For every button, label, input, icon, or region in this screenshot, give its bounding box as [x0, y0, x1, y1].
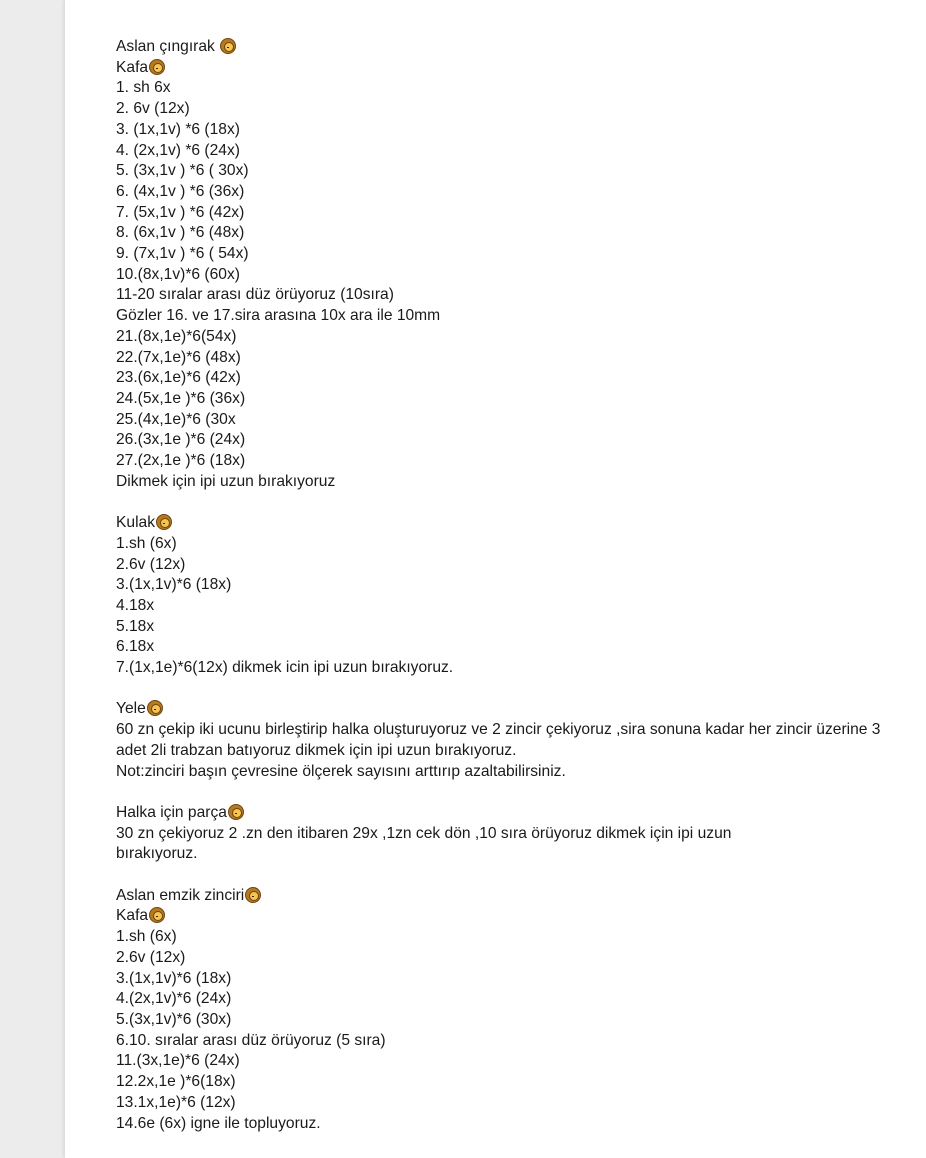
paragraph-halka: 30 zn çekiyoruz 2 .zn den itibaren 29x ,1zn cek dön ,10 sıra örüyoruz dikmek için ipi uzun bırakıyoruz.: [116, 824, 732, 863]
pattern-row: 24.(5x,1e )*6 (36x): [116, 389, 246, 407]
pattern-row: 27.(2x,1e )*6 (18x): [116, 452, 246, 470]
lion-face-icon: [220, 38, 236, 54]
pattern-row: Dikmek için ipi uzun bırakıyoruz: [116, 472, 336, 490]
pattern-row: 11-20 sıralar arası düz örüyoruz (10sıra): [116, 286, 394, 304]
pattern-row: 3.(1x,1v)*6 (18x): [116, 576, 232, 594]
pattern-row: 5.(3x,1v)*6 (30x): [116, 1010, 232, 1028]
document-page: [65, 0, 926, 1158]
pattern-row: 12.2x,1e )*6(18x): [116, 1073, 236, 1091]
pattern-row: 25.(4x,1e)*6 (30x: [116, 410, 236, 428]
pattern-row: 8. (6x,1v ) *6 (48x): [116, 224, 245, 242]
section-title-emzik: Aslan emzik zinciri: [116, 886, 896, 907]
section-title-kulak: Kulak: [116, 513, 896, 534]
pattern-row: 13.1x,1e)*6 (12x): [116, 1093, 236, 1111]
head-label-cingirak: Kafa: [116, 58, 896, 79]
section-title-cingirak: Aslan çıngırak: [116, 37, 896, 58]
pattern-row: 6.10. sıralar arası düz örüyoruz (5 sıra): [116, 1031, 386, 1049]
pattern-row: 1.sh (6x): [116, 928, 177, 946]
spacer: [116, 492, 896, 513]
spacer: [116, 865, 896, 886]
pattern-row: 9. (7x,1v ) *6 ( 54x): [116, 245, 249, 263]
head-label-emzik: Kafa: [116, 906, 896, 927]
spacer: [116, 782, 896, 803]
document-content: [116, 37, 896, 1134]
pattern-row: 2.6v (12x): [116, 948, 186, 966]
pattern-row: 3. (1x,1v) *6 (18x): [116, 120, 240, 138]
section-title-yele: Yele: [116, 699, 896, 720]
pattern-row: 3.(1x,1v)*6 (18x): [116, 969, 232, 987]
pattern-row: 21.(8x,1e)*6(54x): [116, 327, 237, 345]
pattern-row: 14.6e (6x) igne ile topluyoruz.: [116, 1114, 321, 1132]
paragraph-yele: 60 zn çekip iki ucunu birleştirip halka oluşturuyoruz ve 2 zincir çekiyoruz ,sira sonuna kadar her zincir üzerine 3 adet 2li trabzan batıyoruz dikmek için ipi uzun bırakıyoruz.: [116, 721, 881, 759]
pattern-row: 5.18x: [116, 617, 155, 635]
section-title-halka: Halka için parça: [116, 803, 896, 824]
pattern-row: 26.(3x,1e )*6 (24x): [116, 431, 246, 449]
pattern-row: 2.6v (12x): [116, 555, 186, 573]
pattern-row: Gözler 16. ve 17.sira arasına 10x ara ile 10mm: [116, 307, 441, 325]
lion-face-icon: [156, 514, 172, 530]
pattern-row: 4.18x: [116, 596, 155, 614]
pattern-row: 7.(1x,1e)*6(12x) dikmek icin ipi uzun bırakıyoruz.: [116, 659, 454, 677]
pattern-row: 7. (5x,1v ) *6 (42x): [116, 203, 245, 221]
pattern-row: 5. (3x,1v ) *6 ( 30x): [116, 162, 249, 180]
pattern-row: 4.(2x,1v)*6 (24x): [116, 990, 232, 1008]
pattern-row: 1.sh (6x): [116, 534, 177, 552]
pattern-row: 10.(8x,1v)*6 (60x): [116, 265, 240, 283]
lion-face-icon: [149, 59, 165, 75]
lion-face-icon: [147, 700, 163, 716]
pattern-row: 22.(7x,1e)*6 (48x): [116, 348, 241, 366]
pattern-row: 4. (2x,1v) *6 (24x): [116, 141, 240, 159]
pattern-row: 23.(6x,1e)*6 (42x): [116, 369, 241, 387]
lion-face-icon: [245, 887, 261, 903]
pattern-row: 6. (4x,1v ) *6 (36x): [116, 182, 245, 200]
pattern-row: 2. 6v (12x): [116, 100, 190, 118]
pattern-row: 11.(3x,1e)*6 (24x): [116, 1052, 240, 1070]
pattern-row: 6.18x: [116, 638, 155, 656]
note-yele: Not:zinciri başın çevresine ölçerek sayısını arttırıp azaltabilirsiniz.: [116, 762, 566, 780]
lion-face-icon: [149, 907, 165, 923]
pattern-row: 1. sh 6x: [116, 79, 171, 97]
lion-face-icon: [228, 804, 244, 820]
spacer: [116, 679, 896, 700]
